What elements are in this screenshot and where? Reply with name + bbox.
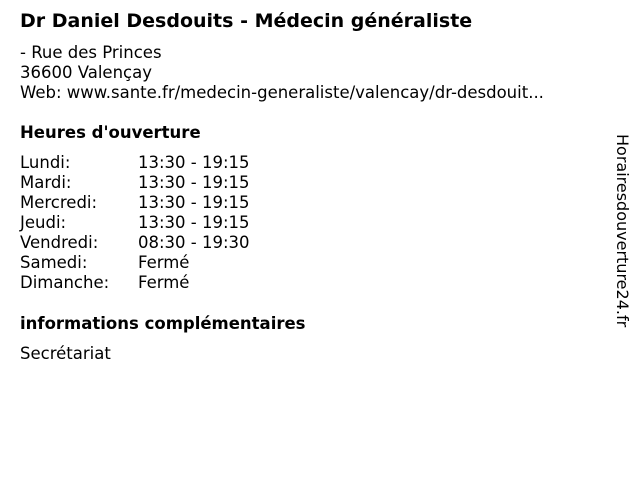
hours-value: 13:30 - 19:15 — [138, 173, 250, 192]
site-watermark: Horairesdouverture24.fr — [613, 134, 632, 328]
day-label: Jeudi: — [20, 213, 67, 232]
day-label: Dimanche: — [20, 273, 110, 292]
hours-value: Fermé — [138, 253, 190, 272]
day-label: Lundi: — [20, 153, 71, 172]
address-city: 36600 Valençay — [20, 63, 152, 82]
day-label: Samedi: — [20, 253, 88, 272]
hours-row-saturday — [20, 253, 250, 273]
address-block — [20, 43, 544, 103]
hours-value: 13:30 - 19:15 — [138, 213, 250, 232]
address-street: - Rue des Princes — [20, 43, 162, 62]
opening-hours-table — [20, 153, 250, 293]
hours-row-friday — [20, 233, 250, 253]
hours-row-monday — [20, 153, 250, 173]
website-link[interactable]: Web: www.sante.fr/medecin-generaliste/valencay/dr-desdouit... — [20, 83, 544, 102]
hours-value: 13:30 - 19:15 — [138, 193, 250, 212]
day-label: Vendredi: — [20, 233, 99, 252]
day-label: Mercredi: — [20, 193, 98, 212]
hours-value: 08:30 - 19:30 — [138, 233, 250, 252]
hours-value: 13:30 - 19:15 — [138, 153, 250, 172]
opening-hours-heading: Heures d'ouverture — [20, 123, 201, 142]
hours-row-sunday — [20, 273, 250, 293]
hours-row-wednesday — [20, 193, 250, 213]
day-label: Mardi: — [20, 173, 72, 192]
additional-info-heading: informations complémentaires — [20, 314, 306, 333]
hours-row-tuesday — [20, 173, 250, 193]
hours-value: Fermé — [138, 273, 190, 292]
hours-row-thursday — [20, 213, 250, 233]
page-title: Dr Daniel Desdouits - Médecin généraliste — [20, 10, 473, 32]
additional-info-text: Secrétariat — [20, 344, 111, 363]
